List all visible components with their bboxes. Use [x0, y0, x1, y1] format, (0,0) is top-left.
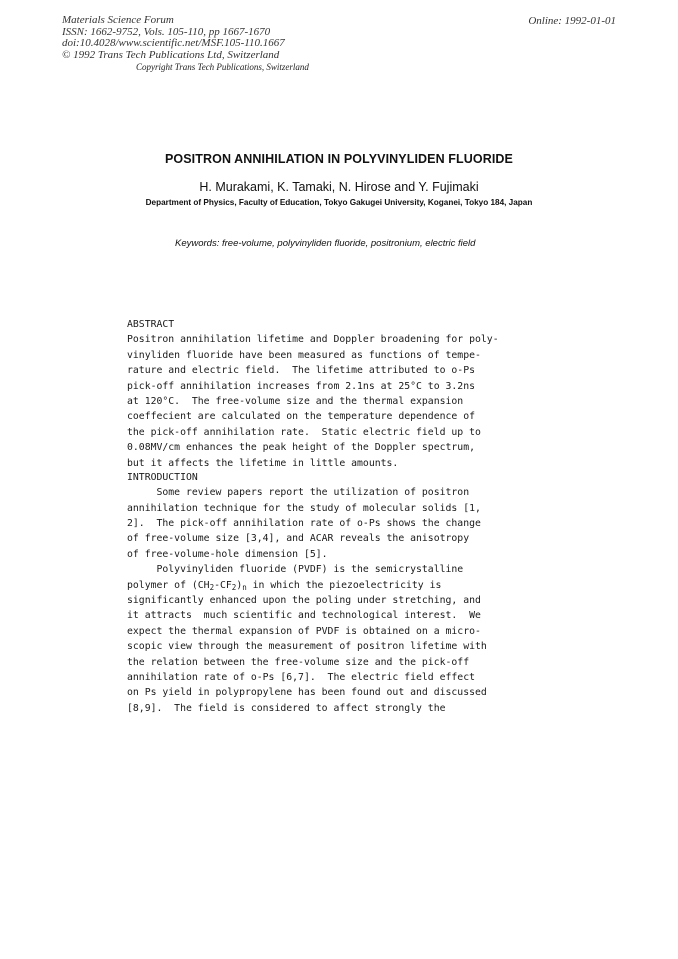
- intro-line: of free-volume-hole dimension [5].: [127, 548, 328, 560]
- intro-line: expect the thermal expansion of PVDF is obtained on a micro-: [127, 625, 481, 637]
- paper-title: POSITRON ANNIHILATION IN POLYVINYLIDEN FLUORIDE: [164, 152, 513, 166]
- copyright-line: © 1992 Trans Tech Publications Ltd, Switzerland: [62, 48, 280, 61]
- paper-body: [127, 317, 499, 716]
- abstract-line: Positron annihilation lifetime and Doppler broadening for poly-: [127, 334, 499, 346]
- formula-subscript: 2: [209, 582, 215, 592]
- abstract-line: the pick-off annihilation rate. Static electric field up to: [127, 426, 481, 438]
- abstract-line: rature and electric field. The lifetime attributed to o-Ps: [127, 365, 475, 377]
- formula-subscript: 2: [231, 582, 237, 592]
- abstract-line: at 120°C. The free-volume size and the thermal expansion: [127, 395, 464, 407]
- intro-line: on Ps yield in polypropylene has been found out and discussed: [127, 687, 487, 699]
- abstract-text: [127, 332, 499, 471]
- abstract-line: 0.08MV/cm enhances the peak height of the Doppler spectrum,: [127, 442, 475, 454]
- authors: H. Murakami, K. Tamaki, N. Hirose and Y. Fujimaki: [199, 180, 479, 194]
- formula-subscript: n: [242, 582, 247, 592]
- abstract-line: vinyliden fluoride have been measured as functions of tempe-: [127, 349, 481, 361]
- introduction-text: [127, 485, 499, 716]
- intro-line: Some review papers report the utilization of positron: [127, 487, 470, 499]
- intro-line: it attracts much scientific and technological interest. We: [127, 610, 481, 622]
- keywords: Keywords: free-volume, polyvinyliden fluoride, positronium, electric field: [175, 238, 476, 249]
- intro-line: of free-volume size [3,4], and ACAR reveals the anisotropy: [127, 533, 470, 545]
- online-date: Online: 1992-01-01: [528, 15, 616, 27]
- intro-line: annihilation technique for the study of molecular solids [1,: [127, 502, 481, 514]
- abstract-line: but it affects the lifetime in little amounts.: [127, 457, 399, 469]
- intro-line: Polyvinyliden fluoride (PVDF) is the semicrystalline: [127, 564, 464, 576]
- formula-text: ): [236, 579, 243, 591]
- intro-line: scopic view through the measurement of positron lifetime with: [127, 641, 487, 653]
- doi-line[interactable]: doi:10.4028/www.scientific.net/MSF.105-110.1667: [62, 37, 285, 49]
- formula-text: polymer of (CH: [127, 579, 210, 591]
- intro-line: annihilation rate of o-Ps [6,7]. The electric field effect: [127, 671, 475, 683]
- abstract-line: pick-off annihilation increases from 2.1ns at 25°C to 3.2ns: [127, 380, 475, 392]
- issn-line: ISSN: 1662-9752, Vols. 105-110, pp 1667-1670: [62, 25, 271, 38]
- formula-text: in which the piezoelectricity is: [246, 579, 442, 591]
- publication-metadata: [62, 15, 285, 61]
- formula-text: -CF: [214, 579, 232, 591]
- affiliation: Department of Physics, Faculty of Education, Tokyo Gakugei University, Koganei, Tokyo 184, Japan: [145, 198, 533, 207]
- intro-formula-line: [127, 578, 499, 593]
- journal-name: Materials Science Forum: [62, 14, 174, 26]
- introduction-heading: INTRODUCTION: [127, 471, 198, 483]
- scan-copyright: Copyright Trans Tech Publications, Switzerland: [136, 62, 309, 72]
- abstract-line: coeffecient are calculated on the temperature dependence of: [127, 411, 475, 423]
- intro-line: 2]. The pick-off annihilation rate of o-Ps shows the change: [127, 518, 481, 530]
- intro-line: the relation between the free-volume size and the pick-off: [127, 656, 470, 668]
- intro-line: significantly enhanced upon the poling under stretching, and: [127, 595, 481, 607]
- intro-line: [8,9]. The field is considered to affect strongly the: [127, 702, 446, 714]
- abstract-heading: ABSTRACT: [127, 319, 175, 330]
